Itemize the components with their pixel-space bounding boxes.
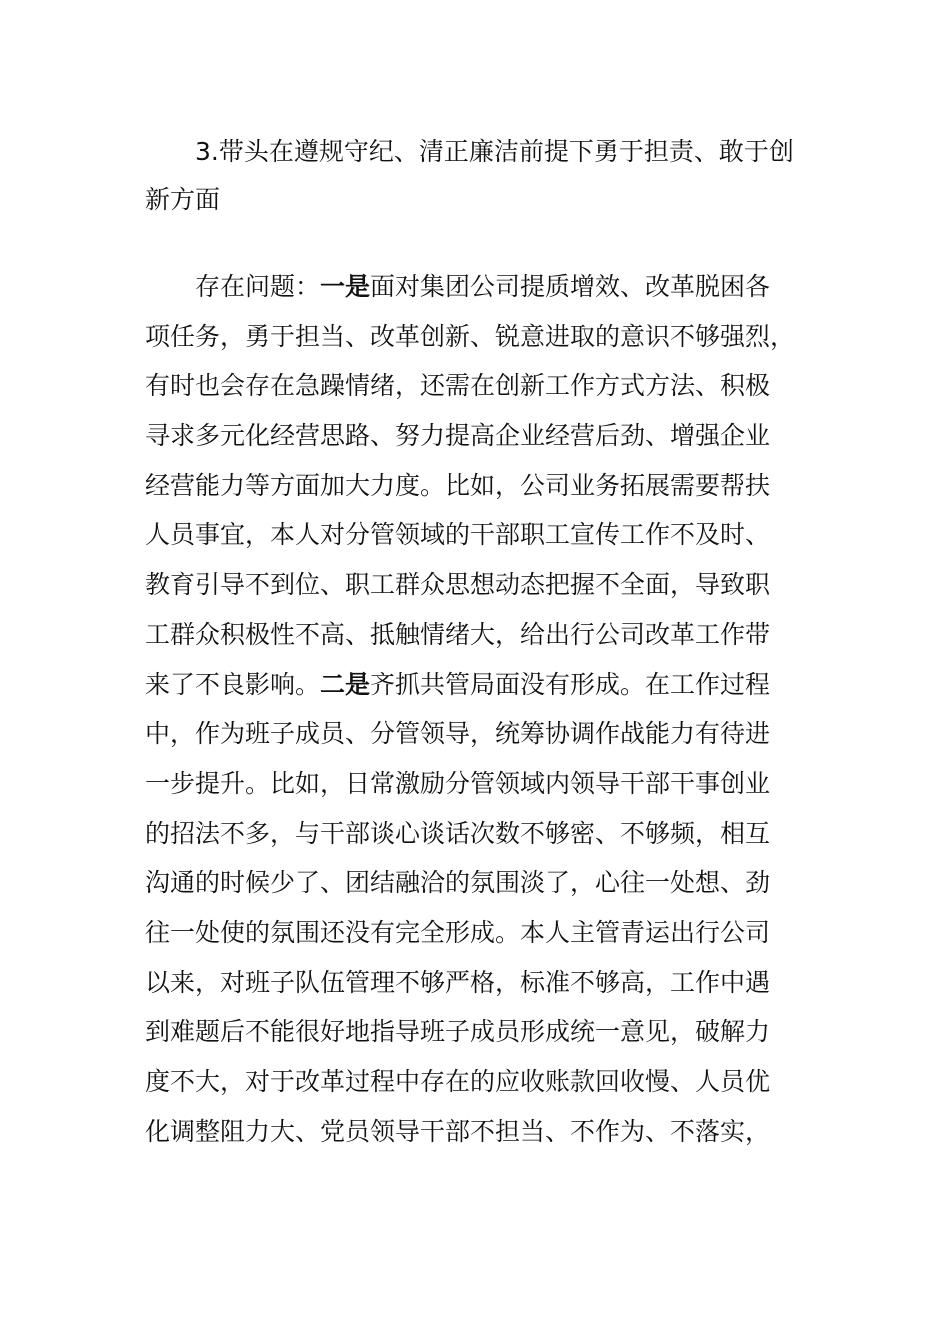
point-one-marker: 一是 (320, 272, 371, 301)
body-line-7: 教育引导不到位、职工群众思想动态把握不全面，导致职 (145, 570, 771, 600)
body-line-17: 度不大，对于改革过程中存在的应收账款回收慢、人员优 (145, 1067, 771, 1096)
body-line-1 (145, 262, 815, 312)
body-line-8: 工群众积极性不高、抵触情绪大，给出行公司改革工作带 (145, 619, 771, 649)
body-line-5: 经营能力等方面加大力度。比如，公司业务拓展需要帮扶 (145, 470, 771, 500)
body-line-3: 有时也会存在急躁情绪，还需在创新工作方式方法、积极 (145, 371, 771, 401)
section-heading (145, 128, 815, 224)
body-line-11: 一步提升。比如，日常激励分管领域内领导干部干事创业 (145, 768, 771, 798)
point-two-marker: 二是 (320, 669, 371, 699)
body-paragraph (145, 262, 815, 1156)
body-line-15: 以来，对班子队伍管理不够严格，标准不够高，工作中遇 (145, 967, 771, 997)
body-line-18: 化调整阻力大、党员领导干部不担当、不作为、不落实， (145, 1116, 771, 1146)
body-line-4: 寻求多元化经营思路、努力提高企业经营后劲、增强企业 (145, 421, 771, 451)
body-line-9 (145, 660, 815, 710)
body-line-9-start: 来了不良影响。 (145, 669, 321, 699)
body-line-1-text: 面对集团公司提质增效、改革脱困各 (370, 272, 771, 301)
body-line-13: 沟通的时候少了、团结融洽的氛围淡了，心往一处想、劲 (145, 868, 771, 898)
heading-line-2: 新方面 (145, 185, 221, 214)
body-line-6: 人员事宜，本人对分管领域的干部职工宣传工作不及时、 (145, 520, 771, 550)
body-line-16: 到难题后不能很好地指导班子成员形成统一意见，破解力 (145, 1017, 771, 1047)
body-line-2: 项任务，勇于担当、改革创新、锐意进取的意识不够强烈， (145, 321, 796, 351)
heading-line-1: 3.带头在遵规守纪、清正廉洁前提下勇于担责、敢于创 (195, 137, 794, 166)
issues-label: 存在问题： (195, 272, 321, 301)
body-line-10: 中，作为班子成员、分管领导，统筹协调作战能力有待进 (145, 719, 771, 749)
body-line-9-text: 齐抓共管局面没有形成。在工作过程 (370, 669, 771, 699)
body-line-12: 的招法不多，与干部谈心谈话次数不够密、不够频，相互 (145, 818, 771, 848)
body-line-14: 往一处使的氛围还没有完全形成。本人主管青运出行公司 (145, 917, 771, 947)
